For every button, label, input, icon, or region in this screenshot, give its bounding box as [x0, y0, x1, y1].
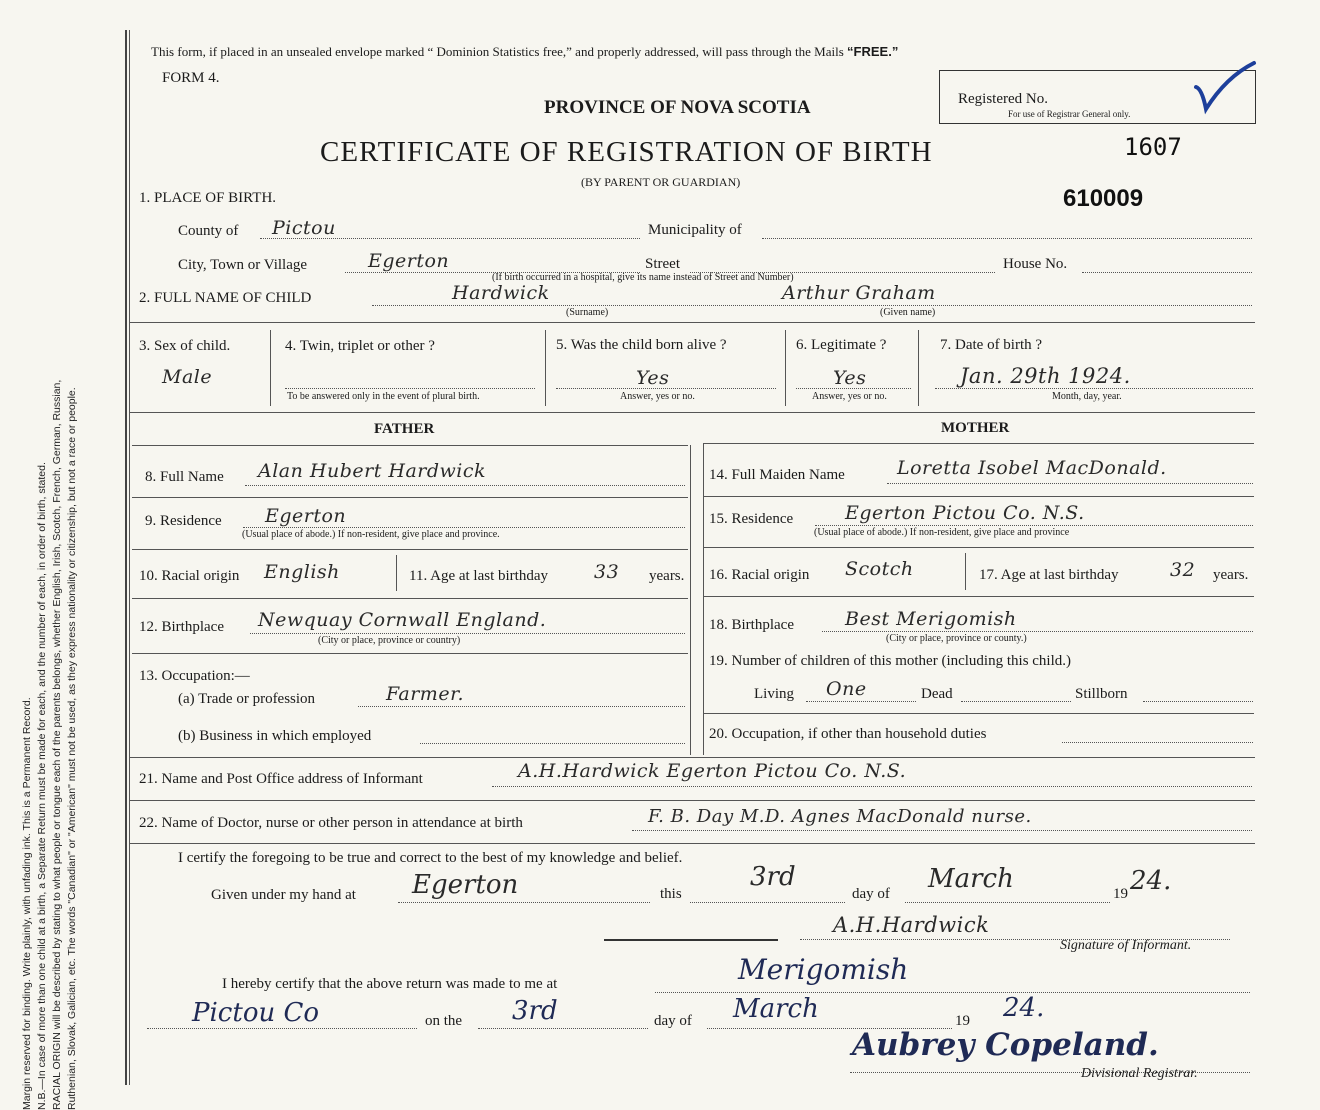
mother-living-label: Living [754, 686, 794, 702]
doctor-value: F. B. Day M.D. Agnes MacDonald nurse. [648, 806, 1032, 827]
registrar-county-line [147, 1028, 417, 1029]
father-right-border [690, 445, 691, 755]
mother-heading: MOTHER [941, 420, 1010, 436]
given-month-line [905, 902, 1110, 903]
father-name-label: 8. Full Name [145, 469, 224, 485]
alive-label: 5. Was the child born alive ? [556, 337, 727, 353]
margin-line-3: RACIAL ORIGIN will be described by stating to what people or tongue each of the parents belongs, whether English, Irish, Scotch, French, German, Russian, [51, 379, 63, 1110]
father-race-divider [396, 555, 397, 591]
municipality-label: Municipality of [648, 222, 742, 238]
alive-line [556, 388, 776, 389]
father-name-line [245, 485, 685, 486]
mother-left-border [703, 443, 704, 755]
sex-label: 3. Sex of child. [139, 338, 231, 354]
mother-race-divider [965, 553, 966, 590]
binding-margin-line [125, 30, 127, 1085]
mother-residence-line [815, 525, 1253, 526]
father-birthplace-label: 12. Birthplace [139, 619, 224, 635]
informant-top-line [130, 757, 1255, 758]
sex-value: Male [162, 366, 213, 388]
registrar-caption: Divisional Registrar. [1081, 1066, 1198, 1081]
margin-line-1: Margin reserved for binding. Write plainly, with unfading ink. This is a Permanent Record. [21, 697, 33, 1110]
doctor-line [632, 830, 1252, 831]
mother-age-label: 17. Age at last birthday [979, 567, 1119, 583]
father-trade-label: (a) Trade or profession [178, 691, 316, 707]
father-row12-line [132, 653, 688, 654]
father-age-value: 33 [594, 561, 620, 583]
mother-birthplace-note: (City or place, province or county.) [886, 633, 1027, 644]
alive-note: Answer, yes or no. [620, 391, 695, 402]
given-place-line [398, 902, 650, 903]
given-month-value: March [928, 864, 1014, 894]
father-birthplace-value: Newquay Cornwall England. [258, 609, 547, 631]
mother-race-value: Scotch [845, 558, 914, 580]
divider-6-7 [918, 330, 919, 406]
registration-number: 1607 [1124, 133, 1182, 161]
municipality-line [762, 238, 1252, 239]
mail-note-free: “FREE.” [847, 44, 899, 59]
legitimate-value: Yes [833, 367, 867, 389]
mother-birthplace-value: Best Merigomish [845, 608, 1017, 630]
seal-line [604, 939, 778, 941]
father-birthplace-line [250, 633, 685, 634]
dob-line [935, 388, 1253, 389]
margin-instructions [20, 30, 80, 1110]
child-name-line [372, 305, 1252, 306]
mother-name-line [887, 483, 1253, 484]
dob-note: Month, day, year. [1052, 391, 1122, 402]
registrar-statement: I hereby certify that the above return was made to me at [222, 976, 558, 992]
surname-caption: (Surname) [566, 307, 609, 318]
father-residence-note: (Usual place of abode.) If non-resident, give place and province. [242, 529, 500, 540]
registrar-signature: Aubrey Copeland. [852, 1027, 1159, 1063]
mother-name-label: 14. Full Maiden Name [709, 467, 845, 483]
divider-3-4 [270, 330, 271, 406]
father-row8-line [132, 497, 688, 498]
dob-label: 7. Date of birth ? [940, 337, 1043, 353]
mother-years: years. [1213, 567, 1249, 583]
mother-race-label: 16. Racial origin [709, 567, 810, 583]
mother-row14-line [704, 496, 1254, 497]
mother-dead-line [961, 701, 1071, 702]
twin-line [285, 388, 535, 389]
legitimate-line [796, 388, 911, 389]
father-business-label: (b) Business in which employed [178, 728, 372, 744]
twin-note: To be answered only in the event of plural birth. [287, 391, 480, 402]
mother-birthplace-label: 18. Birthplace [709, 617, 794, 633]
father-occupation-label: 13. Occupation:— [139, 668, 250, 684]
margin-line-2: N.B.—In case of more than one child at a birth, a Separate Return must be made for each, and the number of each, in order of birth, stated. [36, 462, 48, 1110]
city-label: City, Town or Village [178, 257, 308, 273]
father-heading-line [132, 445, 688, 446]
certificate-title: CERTIFICATE OF REGISTRATION OF BIRTH [320, 136, 933, 168]
mother-residence-note: (Usual place of abode.) If non-resident, give place and province [814, 527, 1070, 538]
dob-value: Jan. 29th 1924. [960, 364, 1131, 388]
registrar-place-line [655, 992, 1250, 993]
mother-living-value: One [826, 678, 867, 700]
informant-signature: A.H.Hardwick [833, 913, 990, 937]
street-label: Street [645, 256, 680, 272]
father-business-line [420, 743, 685, 744]
registrar-on-the-label: on the [425, 1013, 463, 1029]
county-label: County of [178, 223, 239, 239]
mother-heading-line [704, 443, 1254, 444]
given-day-line [690, 902, 845, 903]
child-name-label: 2. FULL NAME OF CHILD [139, 290, 312, 306]
informant-line [492, 786, 1252, 787]
checkmark-icon [1188, 59, 1268, 115]
mother-name-value: Loretta Isobel MacDonald. [897, 457, 1167, 479]
father-residence-line [243, 527, 685, 528]
mother-row16-line [704, 596, 1254, 597]
father-name-value: Alan Hubert Hardwick [258, 460, 487, 482]
mother-row19-line [704, 713, 1254, 714]
registrar-county-value: Pictou Co [192, 998, 320, 1028]
province-title: PROVINCE OF NOVA SCOTIA [544, 97, 811, 118]
doctor-label: 22. Name of Doctor, nurse or other person in attendance at birth [139, 815, 523, 831]
given-day-value: 3rd [750, 862, 796, 892]
given-place-value: Egerton [412, 870, 519, 900]
given-year-prefix: 19 [1113, 886, 1128, 902]
informant-label: 21. Name and Post Office address of Informant [139, 771, 423, 787]
house-label: House No. [1003, 256, 1068, 272]
form-number: FORM 4. [162, 70, 220, 86]
divider-4-5 [545, 330, 546, 406]
registrar-day-line [478, 1028, 648, 1029]
mother-stillborn-line [1143, 701, 1253, 702]
row-bottom-line [130, 412, 1255, 413]
mother-occupation-label: 20. Occupation, if other than household duties [709, 726, 987, 742]
place-of-birth-label: 1. PLACE OF BIRTH. [139, 190, 277, 206]
binding-margin-line-inner [129, 30, 130, 1085]
father-birthplace-note: (City or place, province or country) [318, 635, 461, 646]
mail-note [151, 44, 898, 60]
mother-dead-label: Dead [921, 686, 953, 702]
twin-label: 4. Twin, triplet or other ? [285, 338, 435, 354]
child-given-name: Arthur Graham [782, 282, 936, 304]
father-trade-value: Farmer. [386, 683, 465, 705]
father-race-label: 10. Racial origin [139, 568, 240, 584]
mother-stillborn-label: Stillborn [1075, 686, 1128, 702]
legitimate-note: Answer, yes or no. [812, 391, 887, 402]
father-row9-line [132, 549, 688, 550]
mother-children-label: 19. Number of children of this mother (including this child.) [709, 653, 1072, 669]
father-residence-label: 9. Residence [145, 513, 222, 529]
legitimate-label: 6. Legitimate ? [796, 337, 887, 353]
certificate-subtitle: (BY PARENT OR GUARDIAN) [581, 175, 741, 189]
certify-statement: I certify the foregoing to be true and correct to the best of my knowledge and belief. [178, 850, 683, 866]
county-line [260, 238, 640, 239]
given-at-label: Given under my hand at [211, 887, 356, 903]
informant-value: A.H.Hardwick Egerton Pictou Co. N.S. [518, 760, 907, 782]
mail-note-text: This form, if placed in an unsealed envelope marked “ Dominion Statistics free,” and properly addressed, will pass through the Mails [151, 44, 848, 59]
registrar-place-value: Merigomish [738, 953, 909, 986]
hospital-note: (If birth occurred in a hospital, give its name instead of Street and Number) [492, 272, 794, 283]
mother-age-value: 32 [1170, 559, 1196, 581]
father-years: years. [649, 568, 685, 584]
registrar-year-prefix: 19 [955, 1013, 970, 1029]
house-line [1082, 272, 1252, 273]
divider-5-6 [785, 330, 786, 406]
registrar-day-of-label: day of [654, 1013, 692, 1029]
mother-living-line [806, 701, 916, 702]
mother-residence-value: Egerton Pictou Co. N.S. [845, 502, 1085, 524]
father-row10-line [132, 598, 688, 599]
registered-number-box [939, 70, 1256, 124]
registrar-use-note: For use of Registrar General only. [1008, 109, 1131, 119]
mother-row15-line [704, 547, 1254, 548]
margin-line-4: Ruthenian, Slovak, Galician, etc. The words "Canadian" or "American" must not be used, as they express nationality or citizenship, but not a race or people. [66, 387, 78, 1110]
alive-value: Yes [636, 367, 670, 389]
given-day-of-label: day of [852, 886, 890, 902]
mother-residence-label: 15. Residence [709, 511, 794, 527]
informant-bottom-line [130, 800, 1255, 801]
father-age-label: 11. Age at last birthday [409, 568, 548, 584]
father-heading: FATHER [374, 421, 435, 437]
father-residence-value: Egerton [265, 505, 347, 527]
given-year-value: 24. [1130, 866, 1172, 896]
doctor-bottom-line [130, 843, 1255, 844]
given-name-caption: (Given name) [880, 307, 936, 318]
registrar-month-value: March [733, 994, 819, 1024]
father-trade-line [358, 706, 685, 707]
mother-birthplace-line [822, 631, 1253, 632]
row-top-line [130, 322, 1255, 323]
father-race-value: English [264, 561, 340, 583]
registrar-day-value: 3rd [512, 996, 558, 1026]
city-value: Egerton [368, 250, 450, 272]
stamp-number: 610009 [1063, 185, 1144, 212]
mother-occupation-line [1062, 742, 1253, 743]
child-surname: Hardwick [452, 282, 550, 304]
registered-label: Registered No. [958, 91, 1048, 107]
registrar-year-value: 24. [1003, 993, 1045, 1023]
county-value: Pictou [272, 217, 336, 239]
given-this-label: this [660, 886, 682, 902]
informant-signature-caption: Signature of Informant. [1060, 938, 1192, 953]
